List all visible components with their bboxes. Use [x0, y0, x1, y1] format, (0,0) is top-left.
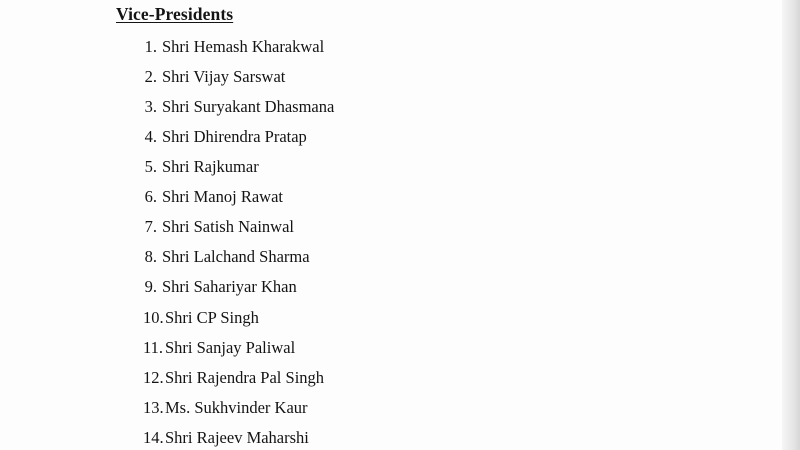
item-number: 2. [144, 67, 157, 86]
item-number: 1. [144, 37, 157, 56]
item-number: 6. [144, 187, 157, 206]
item-name: Shri Sahariyar Khan [162, 277, 297, 296]
item-number: 8. [144, 247, 157, 266]
item-name: Shri Rajeev Maharshi [165, 428, 309, 447]
item-number: 12. [143, 368, 164, 387]
item-name: Shri Satish Nainwal [162, 217, 294, 236]
item-name: Shri Suryakant Dhasmana [162, 97, 335, 116]
section-heading: Vice-Presidents [116, 4, 234, 24]
item-name: Ms. Sukhvinder Kaur [165, 398, 308, 417]
item-number: 5. [144, 157, 157, 176]
item-number: 4. [144, 127, 157, 146]
item-number: 3. [144, 97, 157, 116]
item-name: Shri Sanjay Paliwal [165, 338, 296, 357]
item-number: 10. [143, 308, 164, 327]
item-name: Shri Manoj Rawat [162, 187, 283, 206]
item-name: Shri CP Singh [165, 308, 259, 327]
item-number: 13. [143, 398, 164, 417]
item-name: Shri Vijay Sarswat [162, 67, 286, 86]
item-name: Shri Rajendra Pal Singh [165, 368, 325, 387]
item-number: 7. [144, 217, 157, 236]
item-number: 14. [143, 428, 164, 447]
page-edge-shadow [782, 0, 800, 450]
item-name: Shri Rajkumar [162, 157, 259, 176]
item-number: 9. [144, 277, 157, 296]
item-name: Shri Hemash Kharakwal [162, 37, 325, 56]
item-number: 11. [143, 338, 164, 357]
item-name: Shri Lalchand Sharma [162, 247, 310, 266]
item-name: Shri Dhirendra Pratap [162, 127, 307, 146]
